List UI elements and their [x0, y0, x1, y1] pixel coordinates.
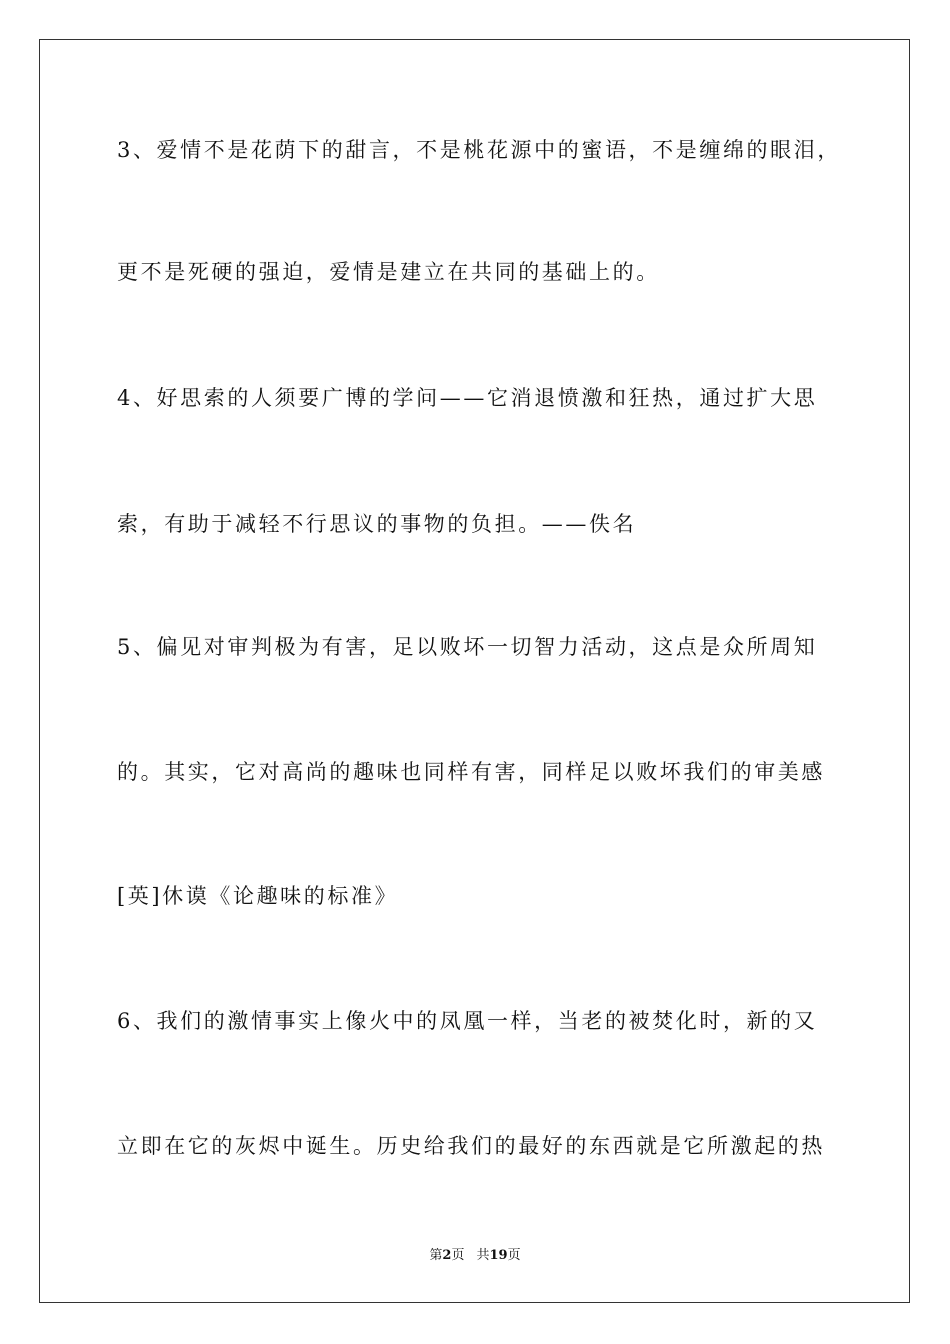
text-line: [英]休谟《论趣味的标准》	[117, 884, 399, 908]
text-line: 索，有助于减轻不行思议的事物的负担。——佚名	[117, 512, 637, 536]
text-line: 4、好思索的人须要广博的学问——它消退愤激和狂热，通过扩大思	[117, 386, 818, 410]
text-line: 更不是死硬的强迫，爱情是建立在共同的基础上的。	[117, 260, 660, 284]
total-prefix: 共	[476, 1248, 490, 1263]
page-number: 2	[442, 1248, 452, 1263]
text-line: 6、我们的激情事实上像火中的凤凰一样，当老的被焚化时，新的又	[117, 1009, 818, 1033]
text-line: 5、偏见对审判极为有害，足以败坏一切智力活动，这点是众所周知	[117, 635, 818, 659]
total-pages: 19	[489, 1248, 508, 1263]
total-suffix: 页	[507, 1248, 521, 1263]
text-line: 立即在它的灰烬中诞生。历史给我们的最好的东西就是它所激起的热	[117, 1134, 825, 1158]
text-line: 3、爱情不是花荫下的甜言，不是桃花源中的蜜语，不是缠绵的眼泪，	[117, 138, 841, 162]
text-line: 的。其实，它对高尚的趣味也同样有害，同样足以败坏我们的审美感	[117, 760, 825, 784]
page-footer	[0, 1247, 950, 1265]
page-border	[39, 39, 910, 1303]
page-prefix: 第	[429, 1248, 443, 1263]
page-suffix: 页	[451, 1248, 465, 1263]
